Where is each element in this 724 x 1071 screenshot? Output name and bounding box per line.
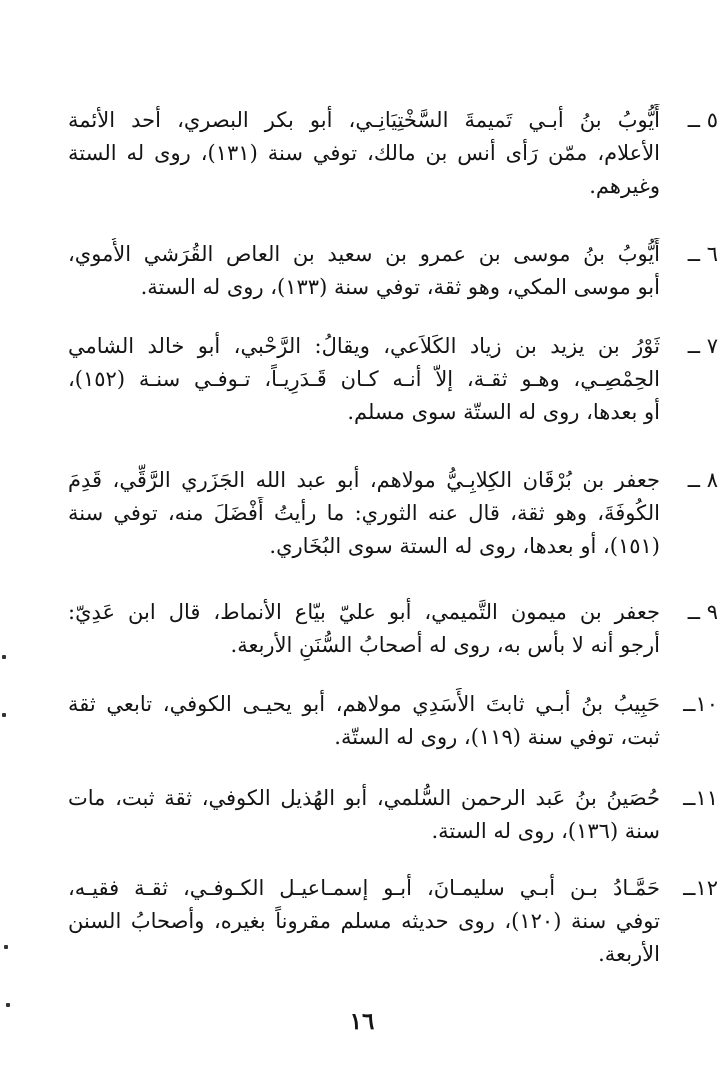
scan-speck (6, 1003, 10, 1007)
entry-text-line: (١٥١)، أو بعدها، روى له الستة سوى البُخَاري. (269, 534, 660, 558)
list-item (68, 782, 718, 848)
entry-number: ٧ ــ (687, 334, 718, 358)
scan-speck (2, 713, 6, 717)
entry-text-line: أرجو أنه لا بأس به، روى له أصحابُ السُّنَنِ الأربعة. (230, 633, 660, 657)
list-item (68, 464, 718, 563)
entry-text-line: توفي سنة (١٢٠)، روى حديثه مسلم مقروناً بغيره، وأصحابُ السنن (68, 909, 660, 933)
entry-text-line: وغيرهم. (589, 174, 660, 198)
entry-number: ١١ــ (683, 786, 718, 810)
entry-text-line: سنة (١٣٦)، روى له الستة. (431, 819, 660, 843)
entry-text-line: أو بعدها، روى له الستّة سوى مسلم. (347, 400, 660, 424)
entry-number: ١٠ــ (683, 692, 718, 716)
list-item (68, 688, 718, 754)
entry-text-line: أَيُّوبُ بنُ أبـي تَميمةَ السَّخْتِيَانِـي، أبو بكر البصري، أحد الأئمة (68, 108, 660, 132)
entry-text-line: أَيُّوبُ بنُ موسى بن عمرو بن سعيد بن العاص القُرَشي الأُموي، (68, 242, 660, 266)
list-item (68, 330, 718, 429)
entry-number: ٦ ــ (687, 242, 718, 266)
entry-text-line: حَمَّـادُ بـن أبـي سليمـانَ، أبـو إسمـاعيـل الكـوفـي، ثقـة فقيـه، (68, 876, 660, 900)
entry-text-line: الأعلام، ممّن رَأى أنس بن مالك، توفي سنة (١٣١)، روى له الستة (68, 141, 660, 165)
entry-text-line: ثَوْرُ بن يزيد بن زياد الكَلاَعي، ويقالُ: الرَّحْبي، أبو خالد الشامي (68, 334, 660, 358)
entry-text-line: جعفر بن ميمون التَّميمي، أبو عليّ بيّاع الأنماط، قال ابن عَدِيّ: (68, 600, 660, 624)
entry-number: ٨ ــ (687, 468, 718, 492)
list-item (68, 596, 718, 662)
entry-text-line: الحِمْصِـي، وهـو ثقـة، إلاّ أنـه كـان قَـدَرِيـاً، تـوفـي سنـة (١٥٢)، (68, 367, 660, 391)
entry-number: ٩ ــ (687, 600, 718, 624)
scan-speck (2, 655, 6, 659)
entry-text-line: الكُوفَةَ، وهو ثقة، قال عنه الثوري: ما رأيتُ أَفْضَلَ منه، توفي سنة (68, 501, 660, 525)
entry-text-line: حُصَينُ بنُ عَبد الرحمن السُّلمي، أبو الهُذيل الكوفي، ثقة ثبت، مات (68, 786, 660, 810)
list-item (68, 104, 718, 203)
entry-text-line: الأربعة. (598, 942, 660, 966)
entry-text-line: جعفر بن بُرْقَان الكِلابِـيُّ مولاهم، أبو عبد الله الجَزَري الرَّقِّي، قَدِمَ (68, 468, 660, 492)
entry-number: ١٢ــ (683, 876, 718, 900)
scan-speck (4, 945, 8, 949)
list-item (68, 872, 718, 971)
entry-text-line: ثبت، توفي سنة (١١٩)، روى له الستّة. (334, 725, 660, 749)
entry-text-line: أبو موسى المكي، وهو ثقة، توفي سنة (١٣٣)، روى له الستة. (140, 275, 660, 299)
entry-number: ٥ ــ (687, 108, 718, 132)
list-item (68, 238, 718, 304)
entry-text-line: حَبِيبُ بنُ أبـي ثابتَ الأَسَدِي مولاهم، أبو يحيـى الكوفي، تابعي ثقة (68, 692, 660, 716)
page-number: ١٦ (349, 1008, 375, 1035)
